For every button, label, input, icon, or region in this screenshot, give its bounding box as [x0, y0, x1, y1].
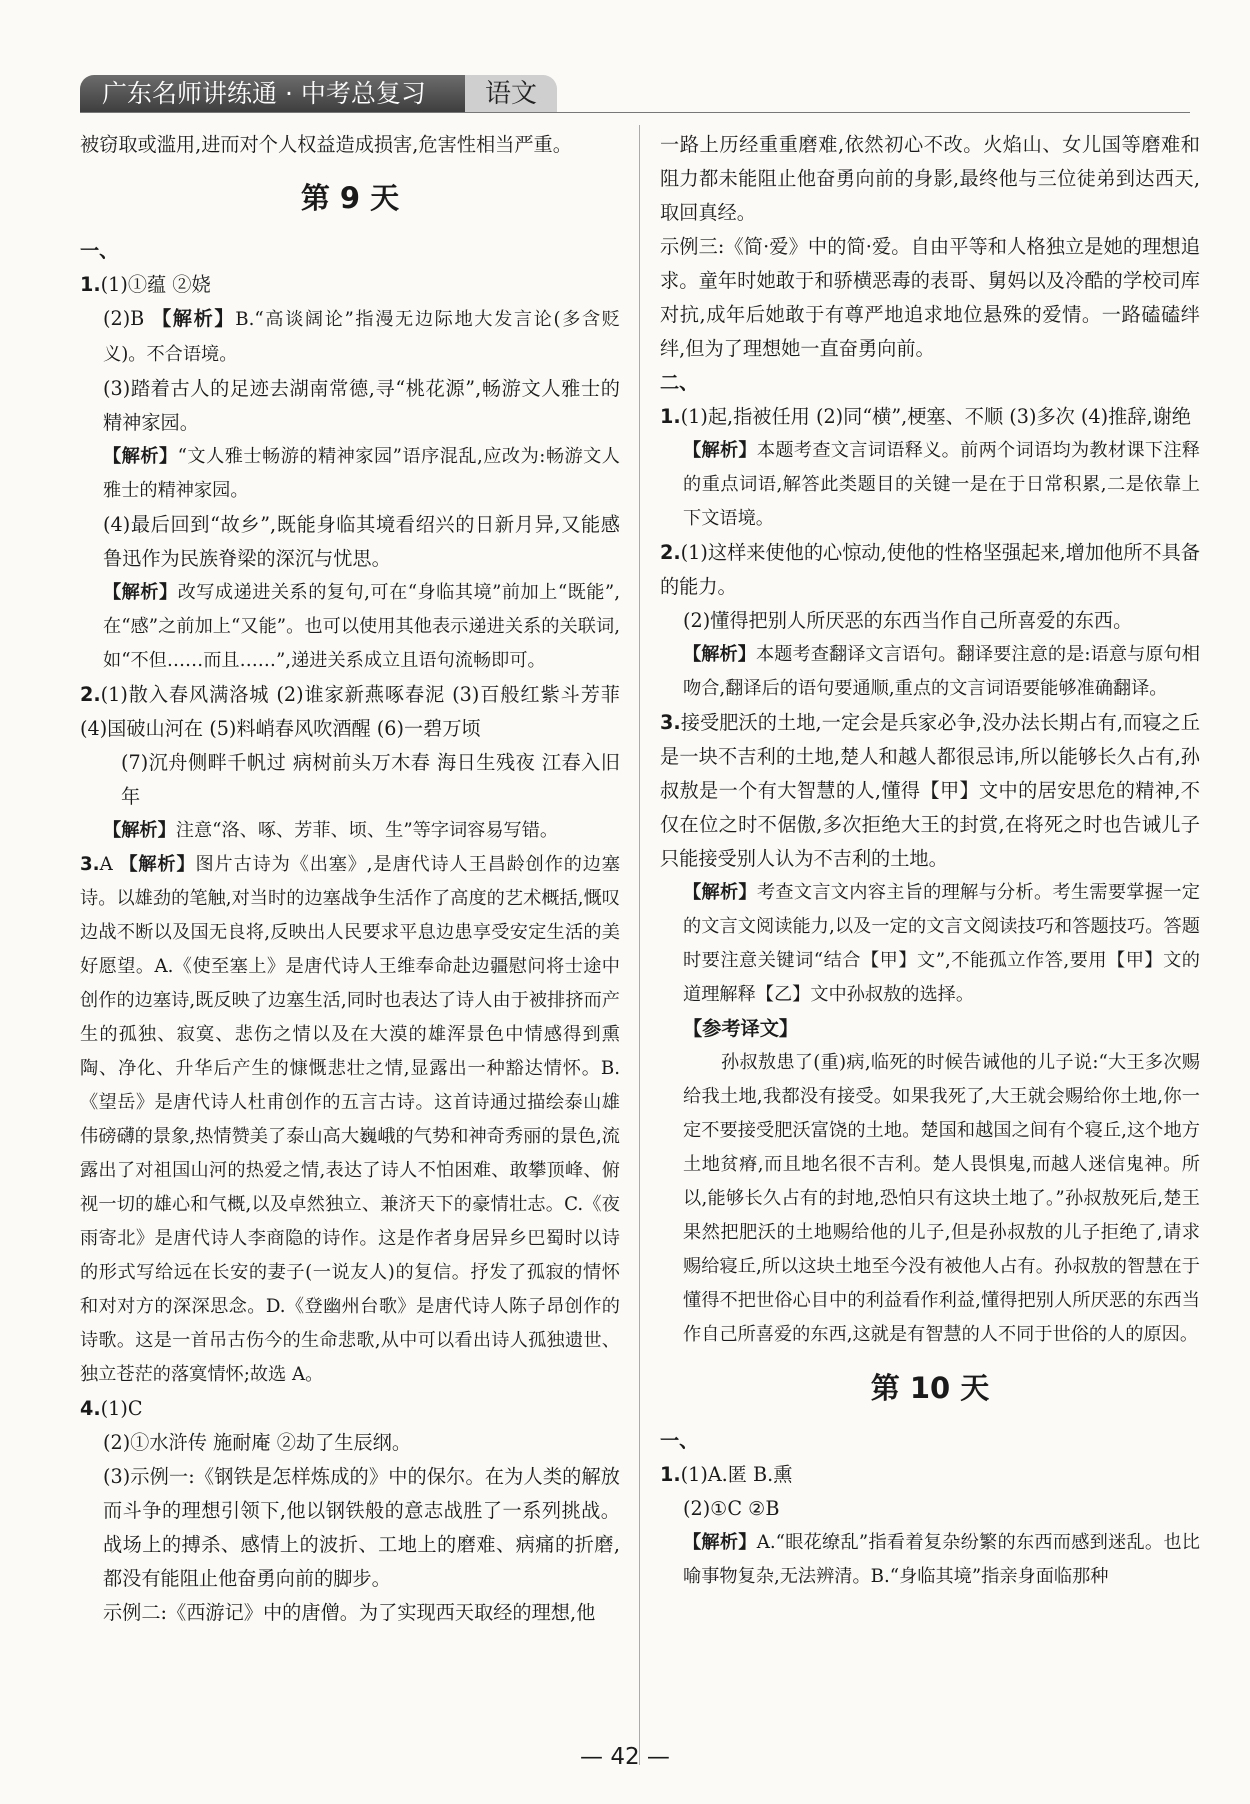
- d9-s2-q1-analysis: 【解析】本题考查文言词语释义。前两个词语均为教材课下注释的重点词语,解答此类题目的关键一是在于日常积累,二是依靠上下文语境。: [683, 440, 1200, 529]
- d9-q1-c-analysis: 【解析】“文人雅士畅游的精神家园”语序混乱,应改为:畅游文人雅士的精神家园。: [103, 446, 620, 501]
- book-title: 广东名师讲练通 · 中考总复习: [80, 75, 465, 113]
- d9-q4-continued: 一路上历经重重磨难,依然初心不改。火焰山、女儿国等磨难和阻力都未能阻止他奋勇向前的身影,最终他与三位徒弟到达西天,取回真经。: [660, 133, 1200, 224]
- section-1-label: 一、: [80, 239, 119, 262]
- d10-q1-analysis: 【解析】A.“眼花缭乱”指看着复杂纷繁的东西而感到迷乱。也比喻事物复杂,无法辨清。B.“身临其境”指亲身面临那种: [683, 1532, 1200, 1587]
- day-9-title: 第 9 天: [300, 181, 400, 215]
- right-column: [660, 128, 1200, 1594]
- d9-q4-d: 示例二:《西游记》中的唐僧。为了实现西天取经的理想,他: [103, 1601, 596, 1624]
- d9-q4-a: 4.(1)C: [80, 1397, 143, 1420]
- day-10-title: 第 10 天: [870, 1371, 990, 1405]
- d9-s2-q1: 1.(1)起,指被任用 (2)同“横”,梗塞、不顺 (3)多次 (4)推辞,谢绝: [660, 405, 1191, 428]
- header-rule: [80, 112, 1190, 113]
- d9-q2-b: (7)沉舟侧畔千帆过 病树前头万木春 海日生残夜 江春入旧年: [121, 751, 620, 808]
- d9-q4-b: (2)①水浒传 施耐庵 ②劫了生辰纲。: [103, 1431, 412, 1454]
- d9-q1-a: 1.(1)①蕴 ②娆: [80, 273, 211, 296]
- subject-label: 语文: [465, 75, 557, 113]
- d9-q2-analysis: 【解析】注意“洛、啄、芳菲、顷、生”等字词容易写错。: [103, 820, 559, 841]
- left-column: [80, 128, 620, 1630]
- d9-q4-c: (3)示例一:《钢铁是怎样炼成的》中的保尔。在为人类的解放而斗争的理想引领下,他以钢铁般的意志战胜了一系列挑战。战场上的搏杀、感情上的波折、工地上的磨难、病痛的折磨,都没有能阻止他奋勇向前的脚步。: [103, 1465, 620, 1590]
- d9-s2-q2-b: (2)懂得把别人所厌恶的东西当作自己所喜爱的东西。: [683, 609, 1133, 632]
- section-2-label: 二、: [660, 371, 699, 394]
- day-10-section-1-label: 一、: [660, 1429, 699, 1452]
- d9-s2-q3: 3.接受肥沃的土地,一定会是兵家必争,没办法长期占有,而寝之丘是一块不吉利的土地,楚人和越人都很忌讳,所以能够长久占有,孙叔敖是一个有大智慧的人,懂得【甲】文中的居安思危的精神,不仅在位之时不倨傲,多次拒绝大王的封赏,在将死之时也告诫儿子只能接受别人认为不吉利的土地。: [660, 711, 1200, 870]
- d10-q1-b: (2)①C ②B: [683, 1497, 780, 1520]
- d10-q1-a: 1.(1)A.匿 B.熏: [660, 1463, 793, 1486]
- d9-q1-d: (4)最后回到“故乡”,既能身临其境看绍兴的日新月异,又能感鲁迅作为民族脊梁的深沉与忧思。: [103, 513, 620, 570]
- reference-translation: 孙叔敖患了(重)病,临死的时候告诫他的儿子说:“大王多次赐给我土地,我都没有接受。如果我死了,大王就会赐给你土地,你一定不要接受肥沃富饶的土地。楚国和越国之间有个寝丘,这个地方土地贫瘠,而且地名很不吉利。楚人畏惧鬼,而越人迷信鬼神。所以,能够长久占有的封地,恐怕只有这块土地了。”孙叔敖死后,楚王果然把肥沃的土地赐给他的儿子,但是孙叔敖的儿子拒绝了,请求赐给寝丘,所以这块土地至今没有被他人占有。孙叔敖的智慧在于懂得不把世俗心目中的利益看作利益,懂得把别人所厌恶的东西当作自己所喜爱的东西,这就是有智慧的人不同于世俗的人的原因。: [683, 1052, 1200, 1345]
- intro-text: 被窃取或滥用,进而对个人权益造成损害,危害性相当严重。: [80, 133, 572, 156]
- d9-q1-c: (3)踏着古人的足迹去湖南常德,寻“桃花源”,畅游文人雅士的精神家园。: [103, 377, 620, 434]
- page-number: — 42 —: [580, 1744, 670, 1770]
- d9-q1-d-analysis: 【解析】改写成递进关系的复句,可在“身临其境”前加上“既能”,在“感”之前加上“又能”。也可以使用其他表示递进关系的关联词,如“不但……而且……”,递进关系成立且语句流畅即可。: [103, 582, 620, 671]
- d9-q3: 3.A 【解析】图片古诗为《出塞》,是唐代诗人王昌龄创作的边塞诗。以雄劲的笔触,对当时的边塞战争生活作了高度的艺术概括,慨叹边战不断以及国无良将,反映出人民要求平息边患享受安定生活的美好愿望。A.《使至塞上》是唐代诗人王维奉命赴边疆慰问将士途中创作的边塞诗,既反映了边塞生活,同时也表达了诗人由于被排挤而产生的孤独、寂寞、悲伤之情以及在大漠的雄浑景色中情感得到熏陶、净化、升华后产生的慷慨悲壮之情,显露出一种豁达情怀。B.《望岳》是唐代诗人杜甫创作的五言古诗。这首诗通过描绘泰山雄伟磅礴的景象,热情赞美了泰山高大巍峨的气势和神奇秀丽的景色,流露出了对祖国山河的热爱之情,表达了诗人不怕困难、敢攀顶峰、俯视一切的雄心和气概,以及卓然独立、兼济天下的豪情壮志。C.《夜雨寄北》是唐代诗人李商隐的诗作。这是作者身居异乡巴蜀时以诗的形式写给远在长安的妻子(一说友人)的复信。抒发了孤寂的情怀和对对方的深深思念。D.《登幽州台歌》是唐代诗人陈子昂创作的诗歌。这是一首吊古伤今的生命悲歌,从中可以看出诗人孤独遗世、独立苍茫的落寞情怀;故选 A。: [80, 854, 620, 1385]
- d9-q4-example3: 示例三:《简·爱》中的简·爱。自由平等和人格独立是她的理想追求。童年时她敢于和骄横恶毒的表哥、舅妈以及冷酷的学校司库对抗,成年后她敢于有尊严地追求地位悬殊的爱情。一路磕磕绊绊,但为了理想她一直奋勇向前。: [660, 235, 1200, 360]
- column-divider: [639, 125, 640, 1765]
- d9-s2-q3-analysis: 【解析】考查文言文内容主旨的理解与分析。考生需要掌握一定的文言文阅读能力,以及一定的文言文阅读技巧和答题技巧。答题时要注意关键词“结合【甲】文”,不能孤立作答,要用【甲】文的道理解释【乙】文中孙叔敖的选择。: [683, 882, 1200, 1005]
- d9-s2-q2-a: 2.(1)这样来使他的心惊动,使他的性格坚强起来,增加他所不具备的能力。: [660, 541, 1200, 598]
- d9-q2-a: 2.(1)散入春风满洛城 (2)谁家新燕啄春泥 (3)百般红紫斗芳菲 (4)国破山河在 (5)料峭春风吹酒醒 (6)一碧万顷: [80, 683, 620, 740]
- d9-s2-q2-analysis: 【解析】本题考查翻译文言语句。翻译要注意的是:语意与原句相吻合,翻译后的语句要通顺,重点的文言词语要能够准确翻译。: [683, 644, 1200, 699]
- d9-q1-b: (2)B 【解析】B.“高谈阔论”指漫无边际地大发言论(多含贬义)。不合语境。: [103, 307, 620, 365]
- reference-translation-label: 【参考译文】: [683, 1017, 799, 1040]
